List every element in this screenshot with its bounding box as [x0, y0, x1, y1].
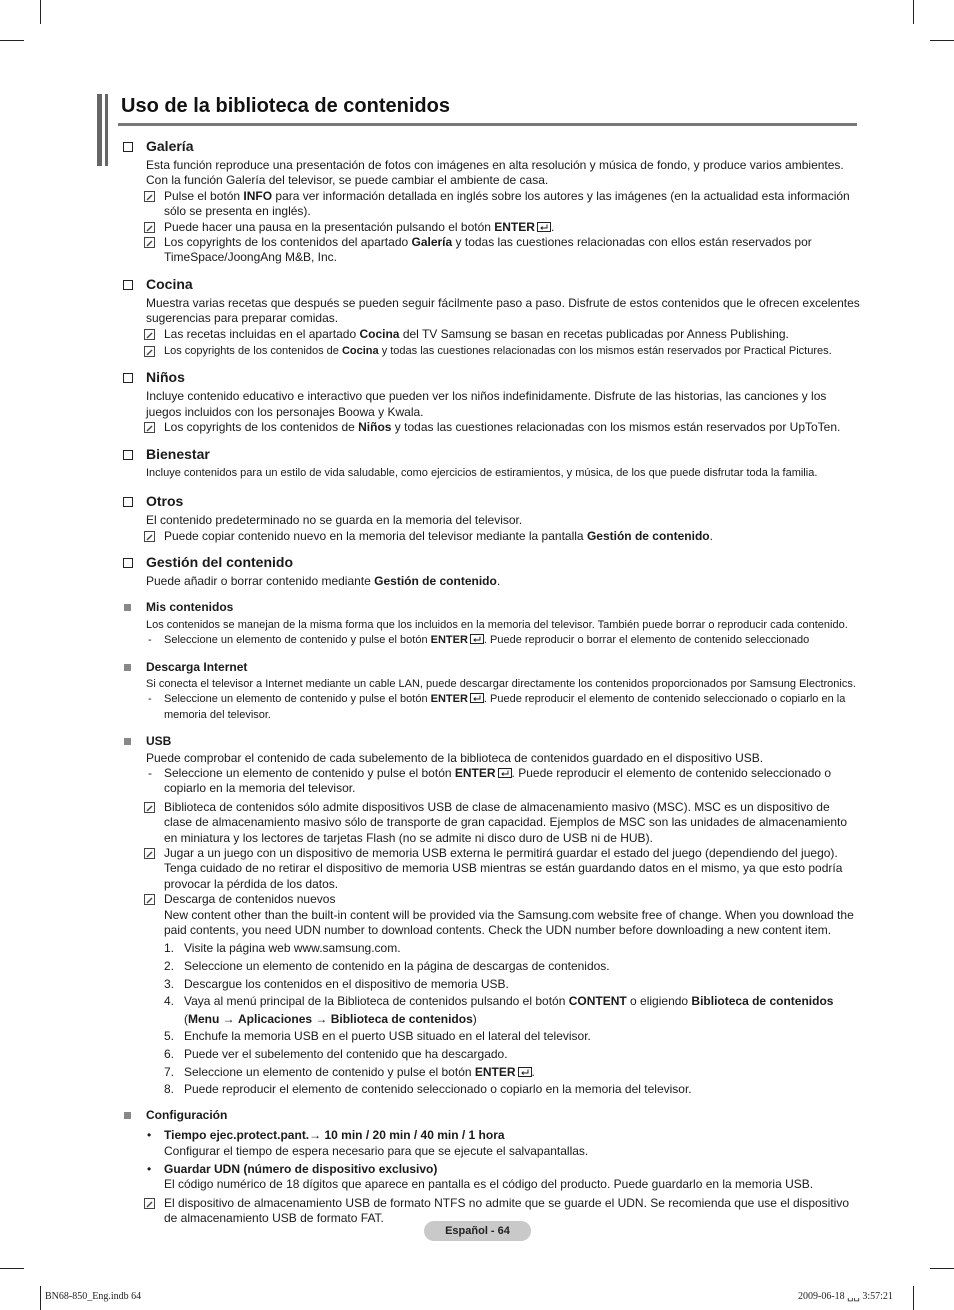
- note-item: Los copyrights de los contenidos del apartado Galería y todas las cuestiones relacionadas con ellos están reservados por TimeSpace/JoongAng M&B, Inc.: [120, 235, 860, 266]
- enter-icon: [537, 222, 551, 232]
- note-item: Descarga de contenidos nuevos New content other than the built-in content will be provided via the Samsung.com website free of change. When you download the paid contents, you need UDN number to download contents. Check the UDN number before downloading a new content item.: [120, 892, 860, 938]
- note-item: Pulse el botón INFO para ver información detallada en inglés sobre los autores y las imágenes (en la actualidad esta información sólo se presenta en inglés).: [120, 189, 860, 220]
- crop-mark: [0, 1268, 24, 1269]
- title-accent-bar: [97, 94, 102, 166]
- note-icon: [144, 848, 155, 859]
- list-item: 4. Vaya al menú principal de la Biblioteca de contenidos pulsando el botón CONTENT o eligiendo Biblioteca de contenidos (Menu → Aplicaciones → Biblioteca de contenidos): [164, 994, 834, 1026]
- note-icon: [144, 422, 155, 433]
- dash-item: - Seleccione un elemento de contenido y pulse el botón ENTER . Puede reproducir el elemento de contenido seleccionado o copiarlo en la memoria del televisor.: [148, 765, 832, 796]
- checkbox-square-icon: [123, 558, 133, 568]
- list-item: 6. Puede ver el subelemento del contenido que ha descargado.: [164, 1047, 508, 1061]
- list-item: 7. Seleccione un elemento de contenido y pulse el botón ENTER .: [164, 1064, 535, 1079]
- note-item: Los copyrights de los contenidos de Niños y todas las cuestiones relacionadas con los mismos están reservados por UpToTen.: [120, 420, 860, 435]
- filled-square-icon: [124, 604, 131, 611]
- bullet-item: • Tiempo ejec.protect.pant.→ 10 min / 20 min / 40 min / 1 hora Configurar el tiempo de espera necesario para que se ejecute el salvapantallas.: [147, 1128, 589, 1158]
- note-icon: [144, 894, 155, 905]
- checkbox-square-icon: [123, 280, 133, 290]
- print-file-info: BN68-850_Eng.indb 64: [45, 1291, 142, 1302]
- paragraph: Si conecta el televisor a Internet mediante un cable LAN, puede descargar directamente los contenidos proporcionados por Samsung Electronics.: [146, 677, 856, 690]
- page-title: Uso de la biblioteca de contenidos: [121, 95, 450, 117]
- page-number-badge: Español - 64: [424, 1221, 531, 1241]
- subsection-heading-descarga: Descarga Internet: [120, 660, 860, 675]
- subsection-heading-mis-contenidos: Mis contenidos: [120, 600, 860, 615]
- crop-mark: [930, 40, 954, 41]
- note-icon: [144, 346, 155, 357]
- note-icon: [144, 1198, 155, 1209]
- paragraph: El contenido predeterminado no se guarda en la memoria del televisor.: [146, 513, 523, 528]
- title-accent-bar: [105, 94, 108, 166]
- section-heading-gestion: Gestión del contenido: [120, 553, 860, 571]
- list-item: 5. Enchufe la memoria USB en el puerto USB situado en el lateral del televisor.: [164, 1029, 591, 1044]
- paragraph: Incluye contenido educativo e interactivo que pueden ver los niños indefinidamente. Disfrute de las historias, las canciones y los juegos incluidos con los personajes Boowa y Kwala.: [146, 389, 827, 419]
- checkbox-square-icon: [123, 373, 133, 383]
- section-heading-ninos: Niños: [120, 368, 860, 386]
- checkbox-square-icon: [123, 450, 133, 460]
- numbered-list: [120, 940, 860, 1098]
- crop-mark: [930, 1268, 954, 1269]
- paragraph: Los contenidos se manejan de la misma forma que los incluidos en la memoria del televisor. También puede borrar o reproducir cada contenido.: [146, 618, 848, 631]
- checkbox-square-icon: [123, 497, 133, 507]
- note-item: Biblioteca de contenidos sólo admite dispositivos USB de clase de almacenamiento masivo (MSC). MSC es un dispositivo de clase de almacenamiento masivo sólo de transporte de gran capacidad. Ejemplos de MSC son las unidades de almacenamiento en miniatura y los lectores de tarjetas Flash (no se admite ni disco duro de USB ni de HUB).: [120, 800, 860, 846]
- list-item: 2. Seleccione un elemento de contenido en la página de descargas de contenidos.: [164, 959, 610, 974]
- subsection-heading-configuracion: Configuración: [120, 1108, 860, 1123]
- note-item: Los copyrights de los contenidos de Cocina y todas las cuestiones relacionadas con los mismos están reservados por Practical Pictures.: [120, 344, 860, 359]
- crop-mark: [0, 40, 24, 41]
- crop-mark: [40, 1286, 41, 1310]
- section-heading-bienestar: Bienestar: [120, 445, 860, 463]
- enter-icon: [470, 693, 484, 703]
- section-heading-galeria: Galería: [120, 137, 860, 155]
- bullet-item: • Guardar UDN (número de dispositivo exclusivo) El código numérico de 18 dígitos que aparece en pantalla es el código del producto. Puede guardarlo en la memoria USB.: [147, 1162, 814, 1192]
- note-item: Jugar a un juego con un dispositivo de memoria USB externa le permitirá guardar el estado del juego (dependiendo del juego). Tenga cuidado de no retirar el dispositivo de memoria USB mientras se están guardando datos en el mismo, ya que esto podría provocar la pérdida de los datos.: [120, 846, 860, 892]
- note-icon: [144, 191, 155, 202]
- subsection-heading-usb: USB: [120, 734, 860, 749]
- checkbox-square-icon: [123, 142, 133, 152]
- title-rule: [118, 123, 857, 126]
- filled-square-icon: [124, 1112, 131, 1119]
- list-item: 8. Puede reproducir el elemento de contenido seleccionado o copiarlo en la memoria del televisor.: [164, 1082, 692, 1097]
- page-body: [120, 137, 860, 1227]
- crop-mark: [913, 1286, 914, 1310]
- dash-item: - Seleccione un elemento de contenido y pulse el botón ENTER . Puede reproducir o borrar el elemento de contenido seleccionado: [148, 634, 810, 647]
- note-icon: [144, 531, 155, 542]
- note-icon: [144, 802, 155, 813]
- note-icon: [144, 237, 155, 248]
- enter-icon: [518, 1067, 532, 1077]
- paragraph: Esta función reproduce una presentación de fotos con imágenes en alta resolución y música de fondo, y produce varios ambientes. Con la función Galería del televisor, se puede cambiar el ambiente de casa.: [146, 158, 844, 188]
- section-heading-otros: Otros: [120, 492, 860, 510]
- enter-icon: [470, 634, 484, 644]
- section-heading-cocina: Cocina: [120, 275, 860, 293]
- crop-mark: [913, 0, 914, 24]
- paragraph: Puede comprobar el contenido de cada subelemento de la biblioteca de contenidos guardado en el dispositivo USB.: [146, 750, 764, 765]
- note-icon: [144, 222, 155, 233]
- note-item: Puede copiar contenido nuevo en la memoria del televisor mediante la pantalla Gestión de contenido.: [120, 529, 860, 544]
- paragraph: Incluye contenidos para un estilo de vida saludable, como ejercicios de estiramientos, y música, de los que puede disfrutar toda la familia.: [146, 466, 818, 479]
- paragraph: Puede añadir o borrar contenido mediante Gestión de contenido.: [146, 573, 501, 588]
- note-item: Puede hacer una pausa en la presentación pulsando el botón ENTER .: [120, 220, 860, 235]
- list-item: 3. Descargue los contenidos en el dispositivo de memoria USB.: [164, 976, 509, 991]
- filled-square-icon: [124, 738, 131, 745]
- note-icon: [144, 329, 155, 340]
- note-item: El dispositivo de almacenamiento USB de formato NTFS no admite que se guarde el UDN. Se recomienda que use el dispositivo de almacenamiento USB de formato FAT.: [120, 1196, 860, 1227]
- note-item: Las recetas incluidas en el apartado Cocina del TV Samsung se basan en recetas publicadas por Anness Publishing.: [120, 327, 860, 342]
- dash-item: - Seleccione un elemento de contenido y pulse el botón ENTER . Puede reproducir el elemento de contenido seleccionado o copiarlo en la memoria del televisor.: [148, 693, 846, 721]
- crop-mark: [40, 0, 41, 24]
- list-item: 1. Visite la página web www.samsung.com.: [164, 941, 401, 956]
- enter-icon: [498, 768, 512, 778]
- paragraph: Muestra varias recetas que después se pueden seguir fácilmente paso a paso. Disfrute de estos contenidos que le ofrecen excelentes sugerencias para preparar comidas.: [146, 295, 860, 326]
- print-date-info: 2009-06-18 ␣␣ 3:57:21: [798, 1291, 893, 1302]
- filled-square-icon: [124, 664, 131, 671]
